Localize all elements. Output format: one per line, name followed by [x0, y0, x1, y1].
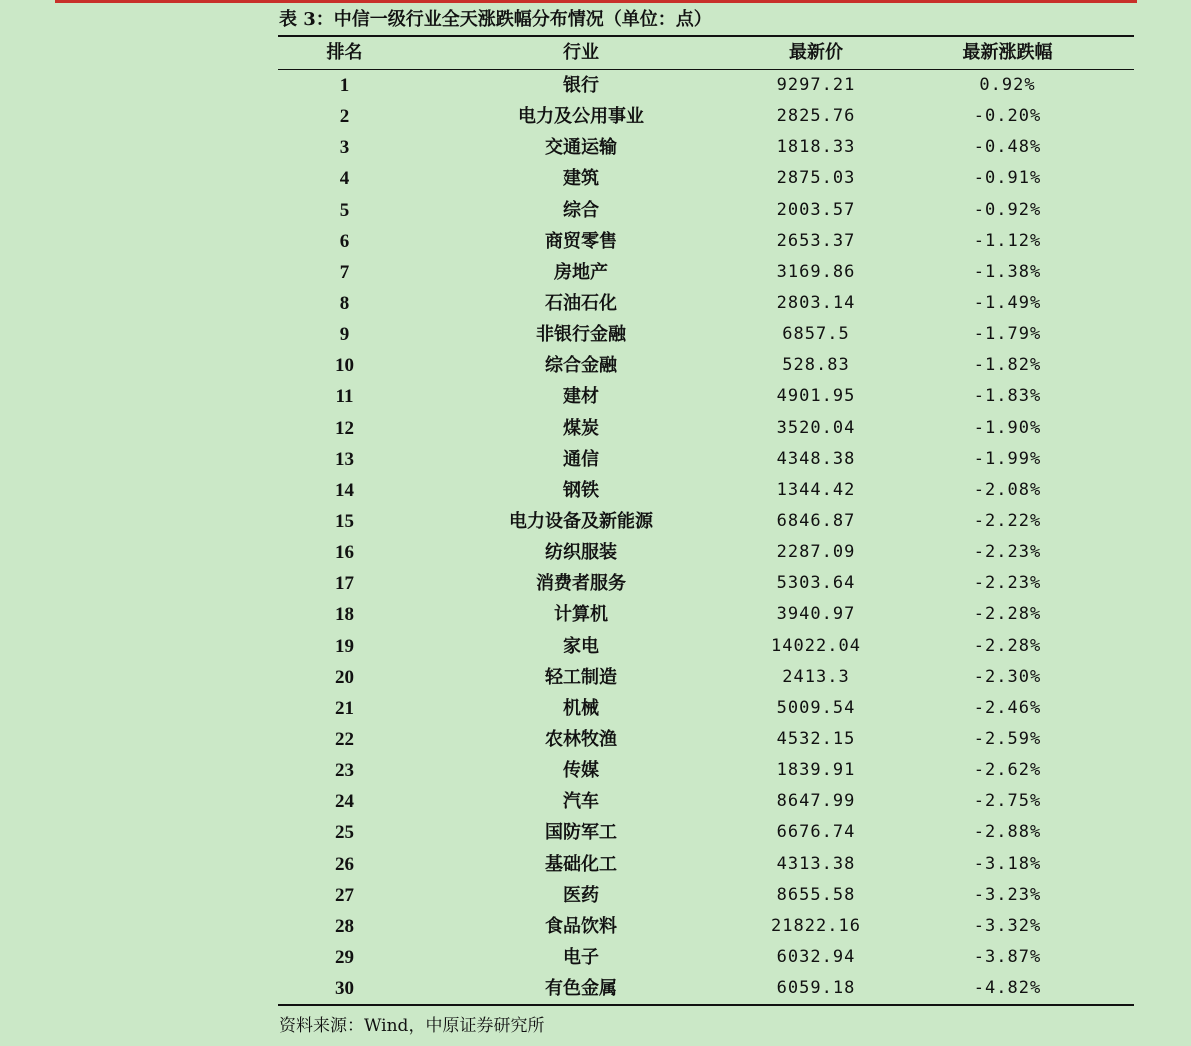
header-latest-price: 最新价 [789, 42, 843, 63]
cell-rank: 28 [335, 915, 354, 937]
cell-industry: 电子 [563, 947, 599, 968]
table-caption [279, 6, 712, 34]
data-source-note: 资料来源：Wind，中原证券研究所 [279, 1016, 545, 1036]
industry-table-wrapper [278, 35, 1134, 1006]
cell-rank: 4 [339, 168, 350, 190]
cell-latest-change: -1.49% [973, 293, 1042, 314]
cell-rank: 29 [335, 947, 354, 968]
cell-latest-price: 2653.37 [776, 230, 856, 251]
cell-industry: 电力设备及新能源 [509, 511, 653, 533]
table-body [278, 70, 1134, 1004]
table-row [278, 506, 1134, 537]
table-row [278, 257, 1134, 288]
table-row [278, 101, 1134, 132]
cell-latest-change: -2.46% [973, 697, 1042, 718]
cell-latest-change: -2.88% [973, 822, 1042, 843]
cell-latest-change: -1.99% [973, 448, 1042, 469]
cell-latest-price: 6857.5 [782, 324, 850, 345]
cell-latest-price: 4348.38 [776, 448, 856, 469]
header-industry: 行业 [563, 42, 599, 63]
cell-industry: 纺织服装 [545, 542, 617, 564]
cell-latest-change: -2.23% [973, 542, 1042, 563]
cell-latest-price: 2287.09 [776, 542, 856, 563]
table-row [278, 413, 1134, 444]
table-row [278, 755, 1134, 786]
header-latest-change: 最新涨跌幅 [962, 42, 1053, 63]
table-row [278, 288, 1134, 319]
table-row [278, 444, 1134, 475]
cell-latest-change: -1.12% [973, 230, 1042, 251]
header-rank: 排名 [326, 42, 363, 63]
table-row [278, 599, 1134, 630]
cell-rank: 20 [335, 666, 354, 688]
cell-latest-price: 9297.21 [776, 75, 856, 96]
cell-latest-price: 6032.94 [776, 947, 856, 967]
cell-rank: 5 [339, 199, 350, 221]
cell-rank: 3 [339, 137, 350, 159]
table-row [278, 973, 1134, 1004]
table-row [278, 195, 1134, 226]
cell-industry: 银行 [563, 75, 599, 97]
cell-latest-price: 8647.99 [776, 791, 856, 812]
table-row [278, 786, 1134, 817]
cell-latest-change: -2.28% [973, 604, 1042, 625]
cell-industry: 综合 [563, 199, 599, 221]
table-row [278, 817, 1134, 848]
cell-latest-change: -3.87% [973, 947, 1042, 967]
cell-rank: 17 [335, 573, 354, 595]
cell-latest-price: 1839.91 [776, 760, 856, 781]
cell-rank: 14 [335, 479, 354, 501]
cell-rank: 21 [335, 697, 354, 719]
cell-industry: 基础化工 [545, 853, 617, 875]
cell-industry: 商贸零售 [545, 230, 617, 252]
cell-rank: 9 [339, 324, 350, 346]
cell-latest-price: 8655.58 [776, 884, 856, 905]
cell-latest-change: -2.62% [973, 760, 1042, 781]
cell-latest-price: 4532.15 [776, 729, 856, 750]
cell-latest-price: 3520.04 [776, 417, 856, 438]
cell-industry: 机械 [563, 697, 599, 719]
cell-industry: 传媒 [563, 760, 599, 782]
table-row [278, 662, 1134, 693]
cell-industry: 煤炭 [563, 417, 599, 439]
cell-industry: 房地产 [554, 261, 608, 283]
table-row [278, 537, 1134, 568]
cell-latest-change: -2.08% [973, 479, 1042, 500]
table-header-row [278, 37, 1134, 69]
cell-latest-price: 5303.64 [776, 573, 856, 594]
cell-industry: 电力及公用事业 [518, 106, 644, 128]
cell-industry: 医药 [563, 884, 599, 906]
cell-latest-change: -0.20% [973, 106, 1042, 127]
cell-rank: 8 [339, 293, 350, 315]
cell-latest-price: 14022.04 [771, 635, 861, 656]
table-row [278, 849, 1134, 880]
cell-latest-price: 2003.57 [776, 199, 856, 220]
cell-industry: 消费者服务 [536, 573, 626, 595]
cell-industry: 综合金融 [545, 355, 617, 377]
caption-label: 表 3： [279, 9, 334, 30]
cell-latest-change: -0.91% [973, 168, 1042, 189]
table-row [278, 70, 1134, 101]
cell-rank: 23 [335, 760, 354, 782]
cell-industry: 非银行金融 [536, 324, 626, 346]
cell-rank: 1 [339, 75, 350, 97]
cell-latest-price: 1344.42 [776, 479, 856, 500]
cell-latest-price: 6846.87 [776, 511, 856, 532]
cell-latest-change: -0.92% [973, 199, 1042, 220]
cell-latest-price: 6676.74 [776, 822, 856, 843]
cell-latest-price: 6059.18 [776, 978, 856, 999]
cell-latest-change: -2.59% [973, 729, 1042, 750]
cell-latest-change: 0.92% [979, 75, 1036, 96]
cell-latest-change: -3.18% [973, 853, 1042, 874]
cell-latest-change: -2.22% [973, 511, 1042, 532]
cell-latest-change: -2.28% [973, 635, 1042, 656]
cell-rank: 16 [335, 542, 354, 564]
cell-industry: 家电 [563, 635, 599, 657]
industry-change-table-body [278, 70, 1134, 1004]
cell-latest-price: 2803.14 [776, 293, 856, 314]
cell-rank: 26 [335, 853, 354, 875]
table-row [278, 631, 1134, 662]
cell-rank: 19 [335, 635, 354, 657]
table-row [278, 880, 1134, 911]
cell-rank: 24 [335, 791, 354, 813]
cell-latest-price: 5009.54 [776, 697, 856, 718]
cell-rank: 13 [335, 448, 354, 470]
cell-latest-price: 1818.33 [776, 137, 856, 158]
cell-latest-price: 4901.95 [776, 386, 856, 407]
cell-latest-change: -2.30% [973, 666, 1042, 687]
cell-rank: 18 [335, 604, 354, 626]
table-bottom-rule [278, 1004, 1134, 1006]
cell-latest-price: 528.83 [782, 355, 850, 376]
table-row [278, 350, 1134, 381]
cell-rank: 2 [339, 106, 350, 128]
cell-rank: 22 [335, 729, 354, 751]
table-row [278, 475, 1134, 506]
cell-industry: 国防军工 [545, 822, 617, 844]
cell-latest-change: -4.82% [973, 978, 1042, 999]
cell-latest-price: 3940.97 [776, 604, 856, 625]
cell-industry: 有色金属 [545, 978, 617, 1000]
table-row [278, 693, 1134, 724]
cell-rank: 27 [335, 884, 354, 906]
cell-rank: 11 [335, 386, 354, 408]
cell-latest-change: -2.23% [973, 573, 1042, 594]
table-row [278, 163, 1134, 194]
table-row [278, 132, 1134, 163]
cell-latest-change: -3.23% [973, 884, 1042, 905]
cell-industry: 计算机 [554, 604, 608, 626]
cell-latest-price: 4313.38 [776, 853, 856, 874]
cell-latest-change: -2.75% [973, 791, 1042, 812]
cell-industry: 通信 [563, 448, 599, 470]
cell-latest-price: 2825.76 [776, 106, 856, 127]
cell-rank: 30 [335, 978, 354, 1000]
cell-rank: 25 [335, 822, 354, 844]
cell-rank: 6 [339, 230, 350, 252]
cell-industry: 食品饮料 [545, 915, 617, 937]
cell-industry: 汽车 [563, 791, 599, 813]
cell-rank: 7 [339, 261, 350, 283]
industry-change-table [278, 37, 1134, 69]
cell-rank: 10 [335, 355, 354, 377]
cell-industry: 农林牧渔 [545, 729, 617, 751]
table-row [278, 226, 1134, 257]
cell-industry: 交通运输 [545, 137, 617, 159]
cell-latest-price: 3169.86 [776, 261, 856, 282]
cell-latest-price: 2875.03 [776, 168, 856, 189]
top-red-rule [55, 0, 1137, 3]
cell-latest-price: 21822.16 [771, 915, 861, 936]
cell-rank: 12 [335, 417, 354, 439]
cell-latest-price: 2413.3 [782, 666, 850, 687]
table-row [278, 568, 1134, 599]
table-row [278, 942, 1134, 973]
cell-latest-change: -1.90% [973, 417, 1042, 438]
caption-title: 中信一级行业全天涨跌幅分布情况（单位：点） [333, 9, 712, 30]
cell-latest-change: -1.79% [973, 324, 1042, 345]
cell-latest-change: -1.82% [973, 355, 1042, 376]
cell-latest-change: -0.48% [973, 137, 1042, 158]
table-row [278, 911, 1134, 942]
cell-latest-change: -1.83% [973, 386, 1042, 407]
cell-latest-change: -3.32% [973, 915, 1042, 936]
cell-industry: 轻工制造 [545, 666, 617, 688]
cell-latest-change: -1.38% [973, 261, 1042, 282]
table-row [278, 319, 1134, 350]
cell-industry: 钢铁 [563, 479, 599, 501]
cell-rank: 15 [335, 511, 354, 533]
table-row [278, 381, 1134, 412]
cell-industry: 建材 [563, 386, 599, 408]
table-row [278, 724, 1134, 755]
cell-industry: 建筑 [563, 168, 599, 190]
cell-industry: 石油石化 [545, 293, 617, 315]
